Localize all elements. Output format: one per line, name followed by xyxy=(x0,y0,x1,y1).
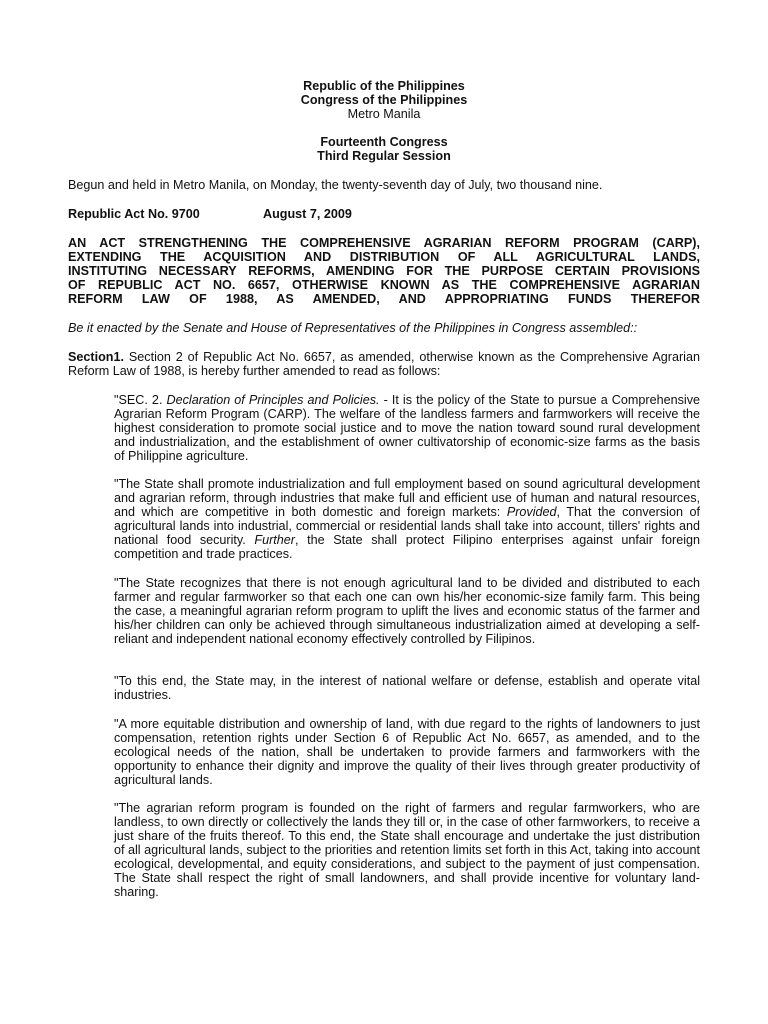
act-title xyxy=(68,236,700,306)
para-2-part-1: "The State shall promote industrialization and full employment based on sound agricultural development and agrarian reform, through industries that make full and efficient use of human and natural resources, and which are competitive in both domestic and foreign markets: xyxy=(114,477,700,519)
enacting-clause: Be it enacted by the Senate and House of Representatives of the Philippines in Congress assembled:: xyxy=(68,321,638,335)
header-session: Third Regular Session xyxy=(317,149,451,163)
para-2-provided: Provided xyxy=(506,505,557,519)
para-2-part-2: , That the conversion of agricultural lands into industrial, commercial or residential lands shall take into account, tillers' rights and national food security. xyxy=(114,505,700,547)
header-republic: Republic of the Philippines xyxy=(303,79,465,93)
act-title-line: EXTENDING THE ACQUISITION AND DISTRIBUTION OF ALL AGRICULTURAL LANDS, xyxy=(68,250,700,264)
act-title-line: REFORM LAW OF 1988, AS AMENDED, AND APPROPRIATING FUNDS THEREFOR xyxy=(68,292,700,306)
para-2-further: Further xyxy=(254,533,295,547)
begun-statement: Begun and held in Metro Manila, on Monday, the twenty-seventh day of July, two thousand nine. xyxy=(68,178,603,192)
vital-industries-paragraph: "To this end, the State may, in the interest of national welfare or defense, establish and operate vital industries. xyxy=(114,674,700,702)
act-heading xyxy=(68,207,700,221)
section-1-label: Section1. xyxy=(68,350,124,364)
land-distribution-paragraph: "A more equitable distribution and ownership of land, with due regard to the rights of landowners to just compensation, retention rights under Section 6 of Republic Act No. 6657, as amended, and to the ecological needs of the nation, shall be undertaken to provide farmers and farmworkers with the opportunity to enhance their dignity and improve the quality of their lives through greater productivity of agricultural lands. xyxy=(114,717,700,787)
act-title-line: OF REPUBLIC ACT NO. 6657, OTHERWISE KNOWN AS THE COMPREHENSIVE AGRARIAN xyxy=(68,278,700,292)
sec-2-body: - It is the policy of the State to pursue a Comprehensive Agrarian Reform Program (CARP). The welfare of the landless farmers and farmworkers will receive the highest consideration to promote social justice and to move the nation toward sound rural development and industrialization, and the establishment of owner cultivatorship of economic-size farms as the basis of Philippine agriculture. xyxy=(114,393,700,463)
act-number: Republic Act No. 9700 xyxy=(68,207,200,221)
act-title-line: INSTITUTING NECESSARY REFORMS, AMENDING FOR THE PURPOSE CERTAIN PROVISIONS xyxy=(68,264,700,278)
sec-2-lead: "SEC. 2. xyxy=(114,393,167,407)
section-1-text: Section 2 of Republic Act No. 6657, as amended, otherwise known as the Comprehensive Agrarian Reform Law of 1988, is hereby further amended to read as follows: xyxy=(68,350,700,378)
para-2-part-3: , the State shall protect Filipino enterprises against unfair foreign competition and trade practices. xyxy=(114,533,701,561)
land-scarcity-paragraph: "The State recognizes that there is not enough agricultural land to be divided and distributed to each farmer and regular farmworker so that each one can own his/her economic-size family farm. This being the case, a meaningful agrarian reform program to uplift the lives and economic status of the farmer and his/her children can only be achieved through simultaneous industrialization aimed at developing a self-reliant and independent national economy effectively controlled by Filipinos. xyxy=(114,576,700,646)
header-location: Metro Manila xyxy=(347,107,421,121)
act-title-line: AN ACT STRENGTHENING THE COMPREHENSIVE AGRARIAN REFORM PROGRAM (CARP), xyxy=(68,236,700,250)
section-1 xyxy=(68,350,700,378)
sec-2-heading: Declaration of Principles and Policies. xyxy=(166,393,380,407)
sec-2-paragraph xyxy=(114,393,700,463)
header-congress: Congress of the Philippines xyxy=(300,93,468,107)
act-date: August 7, 2009 xyxy=(263,207,352,221)
industrialization-paragraph xyxy=(114,477,700,561)
header-congress-number: Fourteenth Congress xyxy=(320,135,448,149)
agrarian-reform-paragraph: "The agrarian reform program is founded on the right of farmers and regular farmworkers, who are landless, to own directly or collectively the lands they till or, in the case of other farmworkers, to receive a just share of the fruits thereof. To this end, the State shall encourage and undertake the just distribution of all agricultural lands, subject to the priorities and retention limits set forth in this Act, taking into account ecological, developmental, and equity considerations, and subject to the payment of just compensation. The State shall respect the right of small landowners, and shall provide incentive for voluntary land-sharing. xyxy=(114,801,700,899)
